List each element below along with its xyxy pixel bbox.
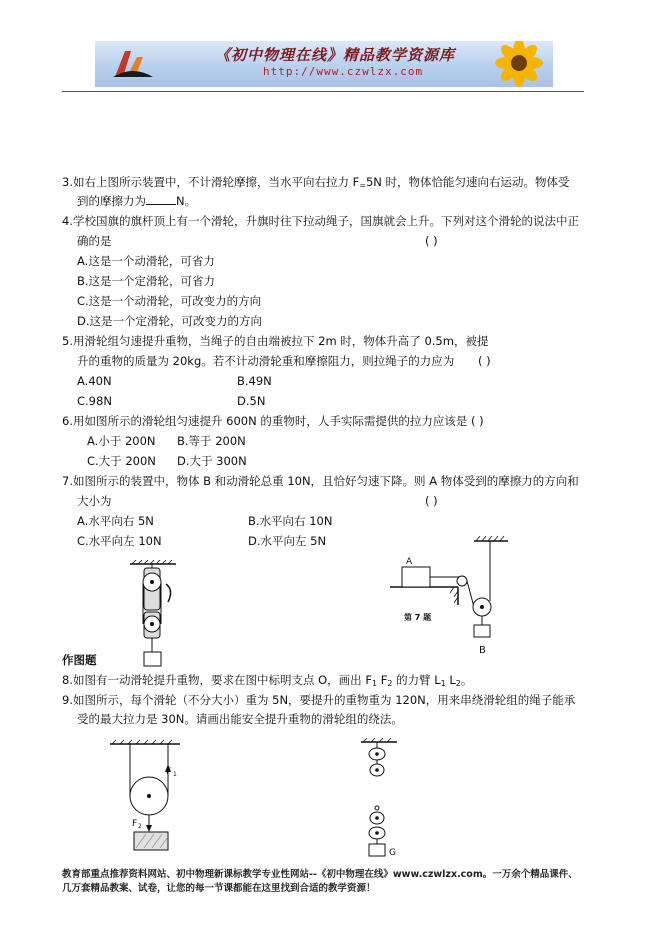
q6-option-b: B.等于 200N bbox=[177, 434, 246, 448]
q3-line1: 3.如右上图所示装置中，不计滑轮摩擦，当水平向右拉力 $F_=5N$ 时，物体恰能匀速向右运动。物体受 bbox=[62, 175, 570, 190]
q5-option-b: B.49N bbox=[237, 374, 272, 388]
q5-stem: 5.用滑轮组匀速提升重物，当绳子的自由端被拉下 2m 时，物体升高了 0.5m，被提 bbox=[62, 334, 489, 348]
q7-stem-cont: 大小为 bbox=[77, 494, 112, 508]
q5-option-d: D.5N bbox=[237, 394, 266, 408]
q6-option-d: D.大于 300N bbox=[177, 454, 247, 468]
q3-line2: 到的摩擦力为 N。 bbox=[77, 194, 197, 208]
figure-q7-table-pulley bbox=[390, 535, 510, 660]
q7-option-c: C.水平向左 10N bbox=[77, 534, 162, 548]
figure7-caption: 第 7 题 bbox=[404, 613, 432, 622]
q6-option-a: A.小于 200N bbox=[87, 434, 156, 448]
figure-q6-pulley-block bbox=[128, 560, 188, 670]
q9-stem: 9.如图所示，每个滑轮（不分大小）重为 5N，要提升的重物重为 120N，用来串绕滑轮组的绳子能承 bbox=[62, 693, 576, 707]
q6-stem: 6.用如图所示的滑轮组匀速提升 600N 的重物时，人手实际需提供的拉力应该是 ( ) bbox=[62, 414, 484, 428]
label-f2: F bbox=[132, 819, 138, 829]
q7-stem: 7.如图所示的装置中，物体 B 和动滑轮总重 10N，且恰好匀速下降。则 A 物体受到的摩擦力的方向和 bbox=[62, 474, 579, 488]
q4-option-b: B.这是一个定滑轮，可省力 bbox=[77, 274, 216, 288]
svg-text:2: 2 bbox=[138, 823, 142, 830]
q5-paren: ( ) bbox=[478, 354, 491, 368]
header-rule bbox=[62, 91, 584, 92]
q7-option-a: A.水平向右 5N bbox=[77, 514, 154, 528]
q8-line: 8.如图有一动滑轮提升重物，要求在图中标明支点 O，画出 $F_1$ $F_2$ 的力臂 $L_1$ $L_2$。 bbox=[62, 673, 473, 688]
q4-option-d: D.这是一个定滑轮，可改变力的方向 bbox=[77, 314, 263, 328]
q4-stem-cont: 确的是 bbox=[77, 234, 112, 248]
banner-title: 《初中物理在线》精品教学资源库 bbox=[215, 46, 456, 64]
label-f1: F bbox=[166, 767, 172, 777]
footer-line2: 几万套精品教案、试卷，让您的每一节课都能在这里找到合适的教学资源！ bbox=[62, 883, 376, 894]
label-g: G bbox=[389, 848, 396, 858]
q7-paren: ( ) bbox=[425, 494, 438, 508]
q4-option-c: C.这是一个动滑轮，可改变力的方向 bbox=[77, 294, 262, 308]
svg-text:1: 1 bbox=[173, 771, 177, 778]
figure-q8-movable-pulley bbox=[110, 740, 200, 855]
label-b: B bbox=[479, 645, 486, 656]
answer-blank[interactable] bbox=[146, 194, 176, 205]
footer-line1: 教育部重点推荐资料网站、初中物理新课标教学专业性网站--《初中物理在线》www.czwlzx.com。一万余个精品课件、 bbox=[62, 869, 578, 880]
section-title: 作图题 bbox=[62, 653, 97, 667]
label-a: A bbox=[406, 557, 413, 567]
logo-icon bbox=[111, 47, 155, 81]
q5-stem-cont: 升的重物的质量为 20kg。若不计动滑轮重和摩擦阻力，则拉绳子的力应为 bbox=[77, 354, 455, 368]
banner-url[interactable]: http://www.czwlzx.com bbox=[263, 65, 424, 78]
q7-option-d: D.水平向左 5N bbox=[248, 534, 327, 548]
q4-stem: 4.学校国旗的旗杆顶上有一个滑轮，升旗时往下拉动绳子，国旗就会上升。下列对这个滑轮的说法中正 bbox=[62, 214, 579, 228]
q4-paren: ( ) bbox=[425, 234, 438, 248]
q6-option-c: C.大于 200N bbox=[87, 454, 156, 468]
sunflower-icon bbox=[479, 41, 549, 87]
q5-option-a: A.40N bbox=[77, 374, 112, 388]
header-banner bbox=[95, 41, 553, 87]
q5-option-c: C.98N bbox=[77, 394, 112, 408]
q7-option-b: B.水平向右 10N bbox=[248, 514, 333, 528]
figure-q9-pulley-group bbox=[355, 738, 405, 858]
q4-option-a: A.这是一个动滑轮，可省力 bbox=[77, 254, 215, 268]
q9-stem-cont: 受的最大拉力是 30N。请画出能安全提升重物的滑轮组的绕法。 bbox=[77, 712, 403, 726]
